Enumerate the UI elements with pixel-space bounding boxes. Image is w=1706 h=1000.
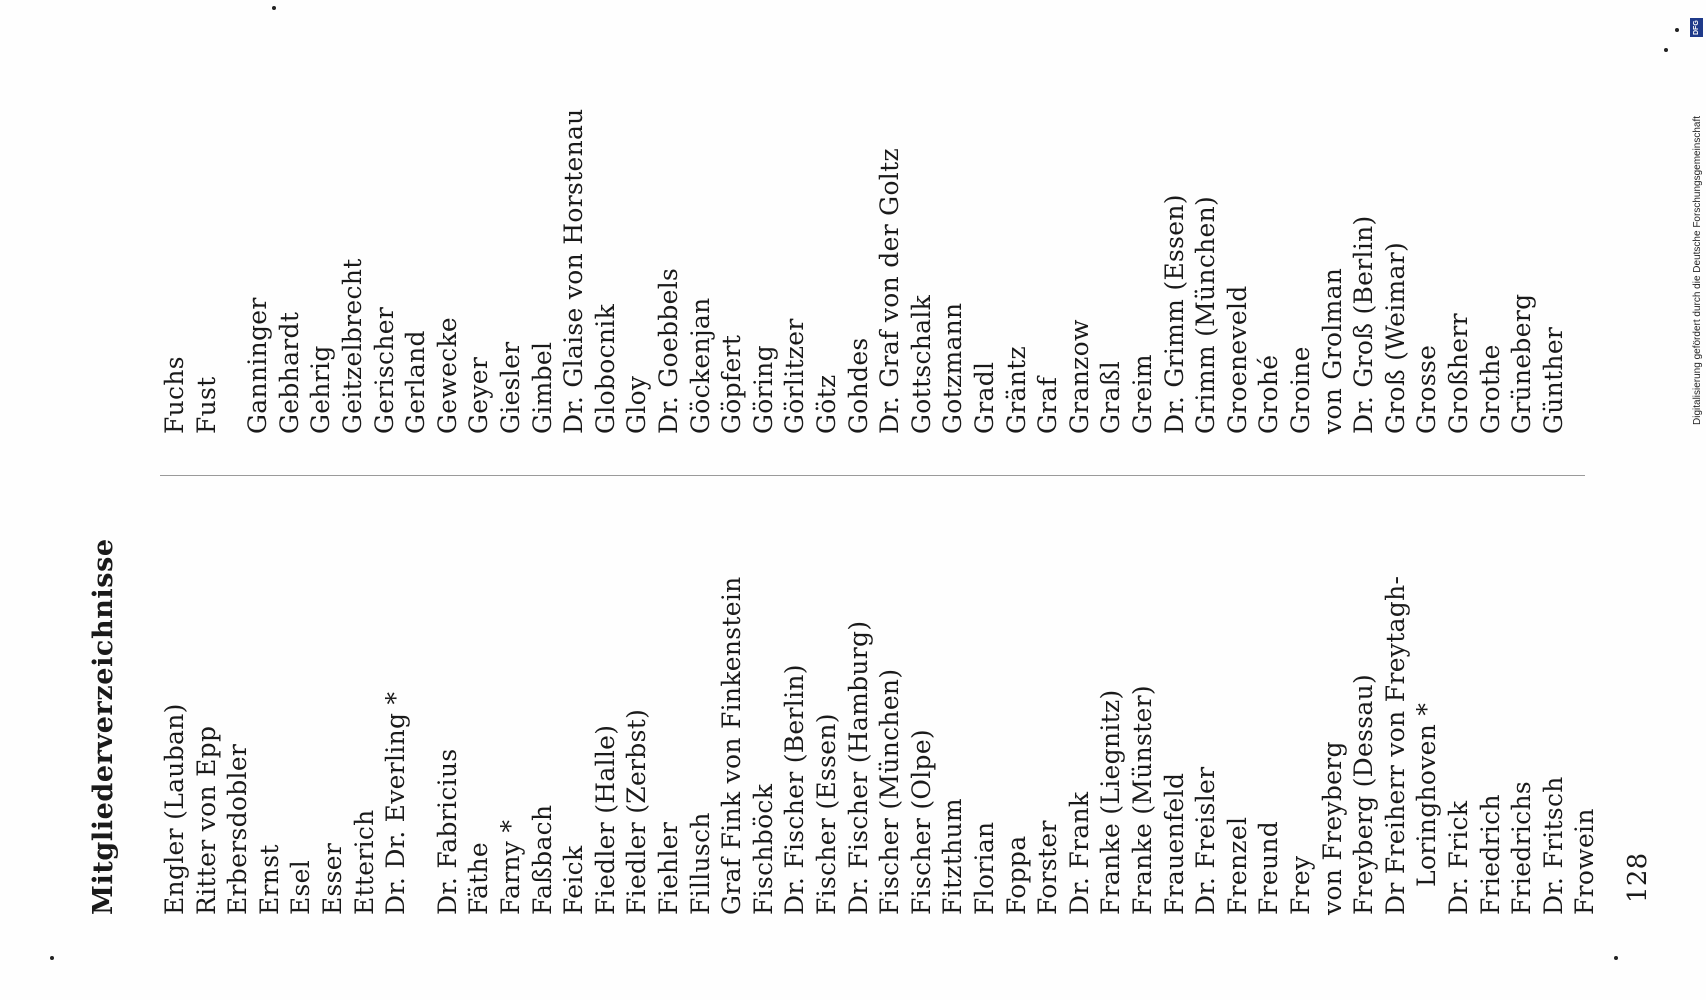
member-entry: Fust bbox=[191, 376, 221, 434]
member-entry: Friedrich bbox=[1475, 794, 1505, 915]
member-entry: Dr. Graf von der Goltz bbox=[875, 148, 905, 434]
member-entry: Erbersdobler bbox=[223, 743, 253, 915]
column-divider bbox=[160, 475, 1585, 476]
member-entry: Fiedler (Zerbst) bbox=[622, 708, 652, 915]
member-entry: Fiehler bbox=[654, 821, 683, 915]
member-entry: Faßbach bbox=[527, 804, 557, 915]
member-entry: Götz bbox=[812, 374, 841, 434]
member-entry: Gebhardt bbox=[274, 311, 304, 434]
member-entry: Ernst bbox=[254, 844, 284, 915]
member-entry: Foppa bbox=[1001, 835, 1031, 915]
member-entry: Grothe bbox=[1475, 344, 1505, 434]
member-entry: Forster bbox=[1033, 820, 1063, 915]
member-entry: Fischer (Essen) bbox=[812, 713, 841, 915]
member-entry: Dr. Frank bbox=[1064, 791, 1094, 915]
member-entry: Gehrig bbox=[306, 345, 336, 434]
member-entry: Fischer (Olpe) bbox=[906, 729, 936, 915]
member-entry: Engler (Lauban) bbox=[160, 703, 189, 915]
member-entry: Görlitzer bbox=[780, 318, 810, 434]
member-entry: Groeneveld bbox=[1222, 285, 1252, 434]
member-entry: Dr. Groß (Berlin) bbox=[1349, 215, 1379, 434]
member-entry: Dr. Glaise von Horstenau bbox=[559, 108, 589, 434]
member-entry: Fiedler (Halle) bbox=[590, 724, 620, 915]
member-entry: von Freyberg bbox=[1317, 741, 1347, 915]
page-number: 128 bbox=[1623, 852, 1653, 903]
member-entry: Dr. Dr. Everling * bbox=[381, 691, 411, 915]
member-entry: Ritter von Epp bbox=[191, 725, 221, 915]
member-entry: Dr. Fabricius bbox=[432, 748, 462, 915]
member-entry: Fillusch bbox=[685, 812, 715, 915]
member-entry: Frauenfeld bbox=[1159, 772, 1189, 915]
member-entry: Granzow bbox=[1064, 319, 1094, 434]
scan-speck bbox=[1614, 956, 1618, 960]
digitization-notice: Digitalisierung gefördert durch die Deutsche Forschungsgemeinschaft bbox=[1692, 115, 1703, 425]
member-entry: Göpfert bbox=[717, 334, 747, 434]
member-entry: Giesler bbox=[496, 341, 525, 434]
member-entry: Grosse bbox=[1412, 344, 1442, 434]
member-entry: Gimbel bbox=[527, 341, 557, 434]
member-entry: Friedrichs bbox=[1507, 781, 1537, 915]
member-entry: Fuchs bbox=[160, 356, 189, 434]
member-entry: Fitzthum bbox=[938, 798, 968, 915]
member-entry: Groine bbox=[1286, 346, 1315, 434]
member-entry: Esser bbox=[318, 842, 347, 915]
member-entry: Gewecke bbox=[432, 316, 462, 434]
member-entry: Gotzmann bbox=[938, 302, 968, 434]
member-entry: Graßl bbox=[1096, 360, 1126, 434]
member-entry: Grimm (München) bbox=[1191, 195, 1221, 434]
member-entry: Loringhoven * bbox=[1412, 702, 1442, 887]
scan-speck bbox=[1675, 28, 1679, 32]
member-entry: Freund bbox=[1254, 820, 1284, 915]
member-entry: Gräntz bbox=[1001, 346, 1031, 434]
member-entry: Groß (Weimar) bbox=[1380, 241, 1410, 434]
member-entry: Frey bbox=[1286, 855, 1315, 915]
member-entry: Geitzelbrecht bbox=[338, 258, 367, 434]
member-entry: Dr Freiherr von Freytagh- bbox=[1380, 575, 1410, 915]
member-entry: Freyberg (Dessau) bbox=[1349, 673, 1379, 915]
scan-speck bbox=[50, 956, 54, 960]
member-entry: Grohé bbox=[1254, 354, 1284, 434]
member-entry: Dr. Grimm (Essen) bbox=[1159, 194, 1189, 434]
member-entry: Frenzel bbox=[1222, 816, 1252, 915]
dfg-logo: DFG bbox=[1690, 18, 1703, 37]
page-title: Mitgliederverzeichnisse bbox=[88, 538, 119, 915]
member-entry: Göring bbox=[748, 345, 778, 434]
member-entry: Gottschalk bbox=[906, 294, 936, 434]
member-entry: Franke (Liegnitz) bbox=[1096, 689, 1126, 915]
member-entry: Franke (Münster) bbox=[1128, 685, 1157, 915]
member-entry: Etterich bbox=[349, 809, 379, 915]
member-entry: Gradl bbox=[970, 361, 999, 434]
scan-speck bbox=[272, 6, 276, 10]
member-entry: Fischer (München) bbox=[875, 668, 905, 915]
member-entry: Fäthe bbox=[464, 842, 494, 915]
member-entry: Ganninger bbox=[243, 297, 273, 434]
member-entry: Fischböck bbox=[748, 783, 778, 915]
member-entry: Gerland bbox=[401, 330, 431, 434]
member-entry: Graf bbox=[1033, 376, 1063, 434]
member-entry: Florian bbox=[970, 821, 999, 915]
member-entry: von Grolman bbox=[1317, 267, 1347, 434]
member-entry: Dr. Frick bbox=[1444, 800, 1473, 915]
member-entry: Globocnik bbox=[590, 303, 620, 434]
member-entry: Graf Fink von Finkenstein bbox=[717, 576, 747, 915]
member-entry: Grüneberg bbox=[1507, 293, 1537, 434]
member-entry: Gloy bbox=[622, 375, 652, 434]
member-entry: Gerischer bbox=[369, 306, 399, 434]
member-entry: Greim bbox=[1128, 354, 1157, 434]
member-entry: Dr. Fritsch bbox=[1538, 776, 1568, 915]
member-entry: Dr. Goebbels bbox=[654, 267, 683, 434]
member-entry: Geyer bbox=[464, 356, 494, 434]
member-entry: Dr. Freisler bbox=[1191, 766, 1221, 915]
member-entry: Farny * bbox=[496, 819, 525, 915]
member-entry: Göckenjan bbox=[685, 297, 715, 434]
member-entry: Feick bbox=[559, 845, 589, 915]
member-entry: Dr. Fischer (Hamburg) bbox=[843, 620, 873, 915]
member-entry: Esel bbox=[286, 859, 316, 915]
member-entry: Gohdes bbox=[843, 337, 873, 434]
member-entry: Günther bbox=[1538, 326, 1568, 434]
scan-speck bbox=[1664, 48, 1668, 52]
member-entry: Dr. Fischer (Berlin) bbox=[780, 664, 810, 915]
member-entry: Frowein bbox=[1570, 808, 1600, 915]
member-entry: Großherr bbox=[1444, 313, 1473, 434]
